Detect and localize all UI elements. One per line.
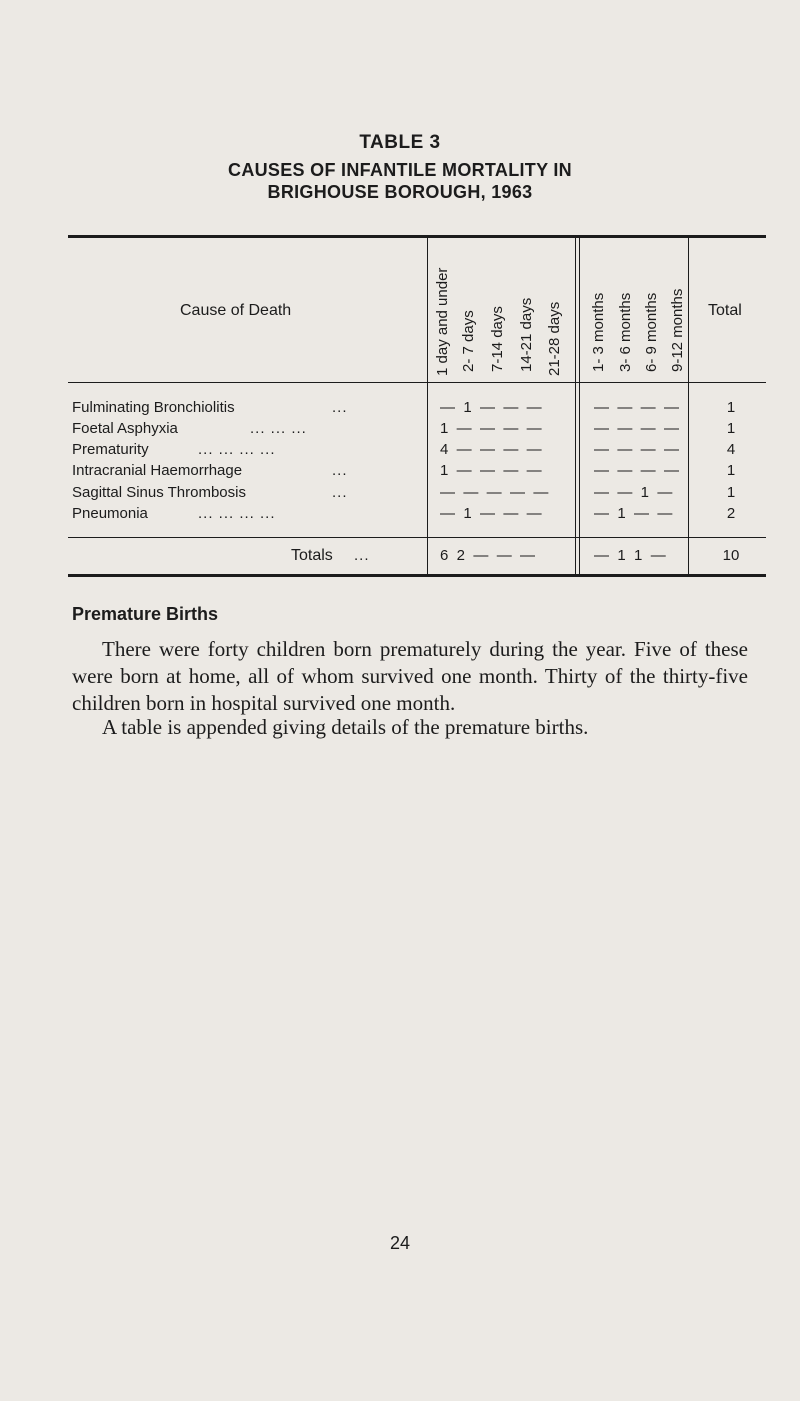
leader-dots: ...	[354, 547, 370, 564]
cause-label: Fulminating Bronchiolitis	[72, 399, 235, 416]
totals-top-rule	[68, 537, 766, 538]
header-1-day-and-under: 1 day and under	[434, 267, 451, 376]
cause-label: Foetal Asphyxia	[72, 420, 178, 437]
table-bottom-rule	[68, 574, 766, 577]
row-total: 1	[726, 484, 736, 501]
section-heading: Premature Births	[72, 604, 219, 624]
days-values: — 1 — — —	[440, 505, 542, 522]
cause-label: Sagittal Sinus Thrombosis	[72, 484, 246, 501]
column-divider	[575, 238, 576, 574]
column-divider	[427, 238, 428, 574]
paragraph: There were forty children born prematurely during the year. Five of these were born at home, all of whom survived one month. Thirty of the thirty-five children born in hospital survived one month.	[72, 637, 748, 715]
leader-dots: ...	[332, 462, 348, 479]
grand-total: 10	[722, 547, 740, 564]
header-21-28-days: 21-28 days	[546, 301, 563, 376]
days-values: — — — — —	[440, 484, 549, 501]
months-values: — 1 — —	[594, 505, 673, 522]
row-total: 1	[726, 399, 736, 416]
table-number: TABLE 3	[359, 132, 441, 153]
months-values: — — — —	[594, 420, 680, 437]
totals-days-values: 6 2 — — —	[440, 547, 536, 564]
row-total: 2	[726, 505, 736, 522]
months-values: — — — —	[594, 462, 680, 479]
months-values: — — — —	[594, 441, 680, 458]
leader-dots: ...	[332, 484, 348, 501]
days-values: 1 — — — —	[440, 462, 542, 479]
cause-label: Intracranial Haemorrhage	[72, 462, 243, 479]
table-subtitle: BRIGHOUSE BOROUGH, 1963	[267, 182, 533, 202]
totals-label: Totals	[291, 547, 333, 564]
row-total: 1	[726, 420, 736, 437]
table-top-rule	[68, 235, 766, 238]
header-6-9-months: 6- 9 months	[643, 292, 660, 372]
row-total: 1	[726, 462, 736, 479]
leader-dots: ... ... ...	[250, 420, 307, 437]
header-14-21-days: 14-21 days	[518, 297, 535, 372]
table-title: CAUSES OF INFANTILE MORTALITY IN	[228, 160, 572, 180]
header-7-14-days: 7-14 days	[489, 306, 506, 372]
months-values: — — — —	[594, 399, 680, 416]
header-1-3-months: 1- 3 months	[590, 292, 607, 372]
leader-dots: ... ... ... ...	[198, 441, 276, 458]
header-total: Total	[708, 302, 742, 319]
days-values: 4 — — — —	[440, 441, 542, 458]
days-values: — 1 — — —	[440, 399, 542, 416]
cause-label: Prematurity	[72, 441, 149, 458]
row-total: 4	[726, 441, 736, 458]
page-number: 24	[389, 1233, 411, 1253]
header-3-6-months: 3- 6 months	[617, 292, 634, 372]
months-values: — — 1 —	[594, 484, 673, 501]
header-2-7-days: 2- 7 days	[460, 310, 477, 372]
cause-label: Pneumonia	[72, 505, 148, 522]
leader-dots: ... ... ... ...	[198, 505, 276, 522]
totals-months-values: — 1 1 —	[594, 547, 666, 564]
header-cause-of-death: Cause of Death	[180, 302, 292, 319]
days-values: 1 — — — —	[440, 420, 542, 437]
column-divider	[579, 238, 580, 574]
header-bottom-rule	[68, 382, 766, 383]
column-divider	[688, 238, 689, 574]
paragraph: A table is appended giving details of the premature births.	[102, 715, 589, 739]
header-9-12-months: 9-12 months	[669, 288, 686, 372]
leader-dots: ...	[332, 399, 348, 416]
